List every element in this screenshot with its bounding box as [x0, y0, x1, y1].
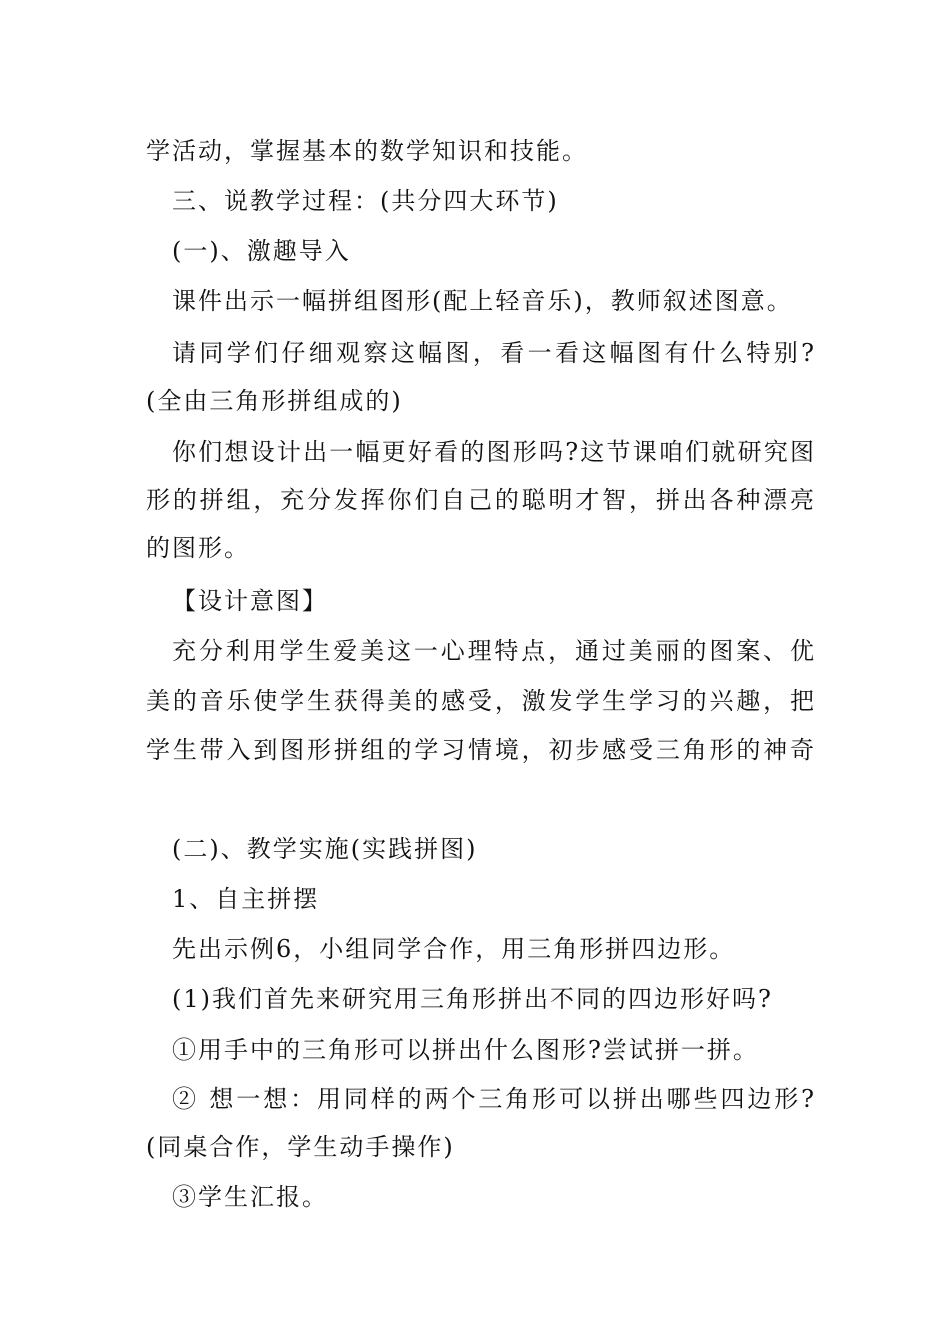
- paragraph-line: 先出示例6，小组同学合作，用三角形拼四边形。: [172, 935, 736, 963]
- paragraph-line: 形的拼组，充分发挥你们自己的聪明才智，拼出各种漂亮: [146, 486, 816, 514]
- list-item: ③学生汇报。: [172, 1183, 328, 1211]
- paragraph-line: 美的音乐使学生获得美的感受，激发学生学习的兴趣，把: [146, 687, 816, 715]
- list-item: ② 想一想：用同样的两个三角形可以拼出哪些四边形?: [172, 1085, 816, 1113]
- paragraph-line: (全由三角形拼组成的): [146, 387, 403, 415]
- paragraph-line: 学生带入到图形拼组的学习情境，初步感受三角形的神奇: [146, 736, 816, 764]
- list-item: (1)我们首先来研究用三角形拼出不同的四边形好吗?: [172, 985, 773, 1013]
- design-intent-heading: 【设计意图】: [172, 587, 328, 615]
- subsection-heading: (二)、教学实施(实践拼图): [172, 835, 478, 863]
- paragraph-line: 的图形。: [146, 534, 250, 562]
- paragraph-line: 充分利用学生爱美这一心理特点，通过美丽的图案、优: [172, 637, 816, 665]
- paragraph-line: (同桌合作，学生动手操作): [146, 1133, 455, 1161]
- paragraph-line: 学活动，掌握基本的数学知识和技能。: [146, 137, 588, 165]
- subsection-heading: (一)、激趣导入: [172, 237, 351, 265]
- paragraph-line: 你们想设计出一幅更好看的图形吗?这节课咱们就研究图: [172, 438, 816, 466]
- section-heading: 三、说教学过程：(共分四大环节): [172, 187, 559, 215]
- subsection-heading: 1、自主拼摆: [172, 885, 320, 913]
- list-item: ①用手中的三角形可以拼出什么图形?尝试拼一拼。: [172, 1036, 759, 1064]
- paragraph-line: 请同学们仔细观察这幅图，看一看这幅图有什么特别?: [172, 339, 816, 367]
- paragraph-line: 课件出示一幅拼组图形(配上轻音乐)，教师叙述图意。: [172, 287, 793, 315]
